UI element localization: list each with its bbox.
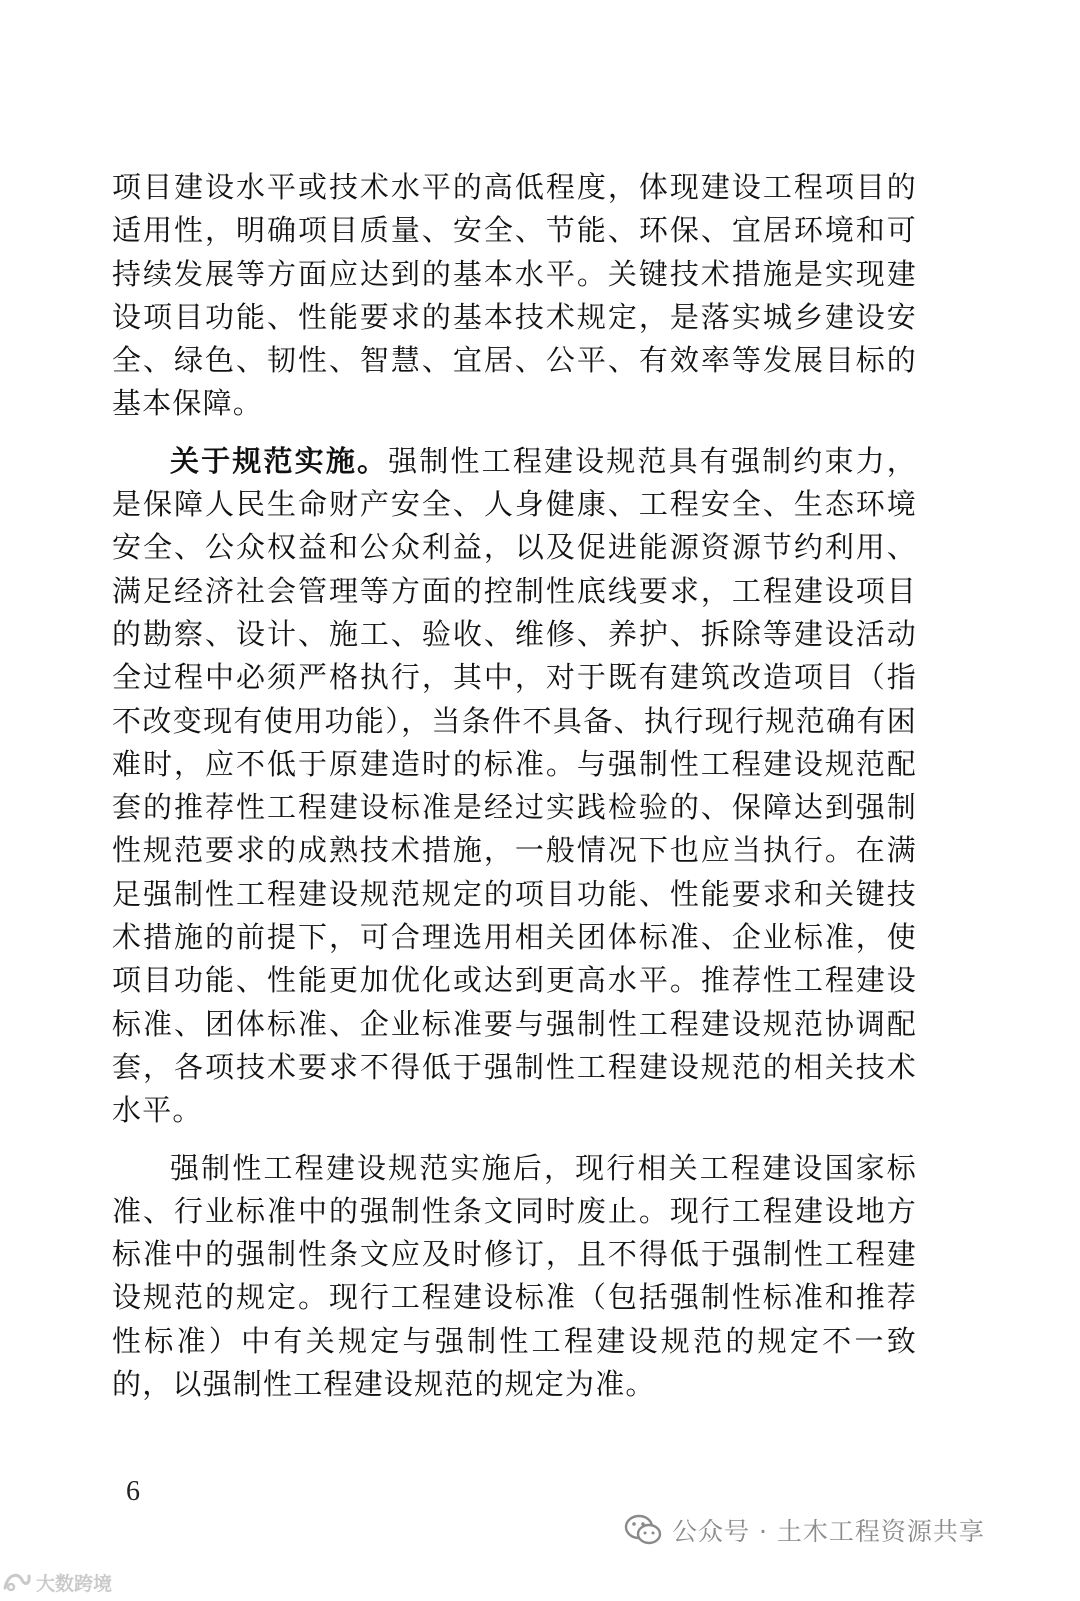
paragraph-1 — [112, 166, 917, 426]
brand-label: 大数跨境 — [36, 1572, 113, 1595]
paragraph-3-text: 强制性工程建设规范实施后，现行相关工程建设国家标准、行业标准中的强制性条文同时废止。现行工程建设地方标准中的强制性条文应及时修订，且不得低于强制性工程建设规范的规定。现行工程建设标准（包括强制性标准和推荐性标准）中有关规定与强制性工程建设规范的规定不一致的，以强制性工程建设规范的规定为准。 — [112, 1150, 917, 1402]
brand-logo-icon — [2, 1570, 32, 1594]
body-text — [112, 166, 917, 1406]
brand-watermark — [2, 1567, 112, 1597]
paragraph-2-text: 强制性工程建设规范具有强制约束力，是保障人民生命财产安全、人身健康、工程安全、生态环境安全、公众权益和公众利益，以及促进能源资源节约利用、满足经济社会管理等方面的控制性底线要求，工程建设项目的勘察、设计、施工、验收、维修、养护、拆除等建设活动全过程中必须严格执行，其中，对于既有建筑改造项目（指不改变现有使用功能），当条件不具备、执行现行规范确有困难时，应不低于原建造时的标准。与强制性工程建设规范配套的推荐性工程建设标准是经过实践检验的、保障达到强制性规范要求的成熟技术措施，一般情况下也应当执行。在满足强制性工程建设规范规定的项目功能、性能要求和关键技术措施的前提下，可合理选用相关团体标准、企业标准，使项目功能、性能更加优化或达到更高水平。推荐性工程建设标准、团体标准、企业标准要与强制性工程建设规范协调配套，各项技术要求不得低于强制性工程建设规范的相关技术水平。 — [112, 443, 917, 1128]
wechat-icon — [624, 1514, 662, 1546]
paragraph-2 — [112, 440, 917, 1133]
wechat-watermark — [624, 1510, 985, 1550]
paragraph-3 — [112, 1147, 917, 1407]
section-heading-implementation: 关于规范实施。 — [170, 443, 389, 478]
page-number: 6 — [126, 1476, 140, 1507]
paragraph-1-text: 项目建设水平或技术水平的高低程度，体现建设工程项目的适用性，明确项目质量、安全、节能、环保、宜居环境和可持续发展等方面应达到的基本水平。关键技术措施是实现建设项目功能、性能要求的基本技术规定，是落实城乡建设安全、绿色、韧性、智慧、宜居、公平、有效率等发展目标的基本保障。 — [112, 170, 917, 421]
wechat-account-label: 公众号 · 土木工程资源共享 — [672, 1517, 985, 1546]
